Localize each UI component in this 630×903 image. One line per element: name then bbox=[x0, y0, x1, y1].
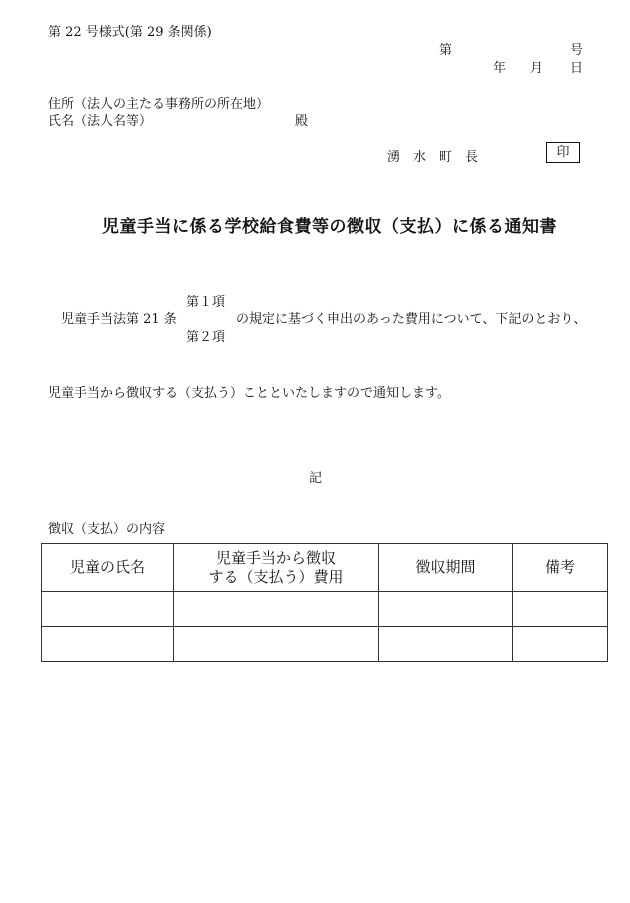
cell-cost bbox=[174, 627, 379, 662]
ki-label: 記 bbox=[309, 471, 323, 486]
header-cost-line-2: する（支払う）費用 bbox=[208, 567, 344, 586]
doc-number-suffix: 号 bbox=[570, 43, 584, 58]
cell-remarks bbox=[513, 592, 608, 627]
clause-2: 第２項 bbox=[186, 330, 226, 345]
body-line-2: 児童手当から徴収する（支払う）ことといたしますので通知します。 bbox=[48, 386, 450, 401]
cell-cost bbox=[174, 592, 379, 627]
form-number: 第 22 号様式(第 29 条関係) bbox=[48, 25, 212, 40]
name-label: 氏名（法人名等） bbox=[48, 114, 153, 129]
header-cost-line-1: 児童手当から徴収 bbox=[215, 548, 336, 567]
cell-period bbox=[379, 627, 513, 662]
header-period: 徴収期間 bbox=[379, 544, 513, 592]
date-year-label: 年 bbox=[493, 61, 507, 76]
header-remarks: 備考 bbox=[513, 544, 608, 592]
cell-child-name bbox=[42, 592, 174, 627]
header-cost bbox=[174, 544, 379, 592]
seal-box: 印 bbox=[546, 142, 580, 163]
doc-number-prefix: 第 bbox=[439, 43, 453, 58]
date-month-label: 月 bbox=[530, 61, 544, 76]
document-title: 児童手当に係る学校給食費等の徴収（支払）に係る通知書 bbox=[102, 217, 557, 237]
table-row bbox=[42, 627, 608, 662]
cell-period bbox=[379, 592, 513, 627]
cell-remarks bbox=[513, 627, 608, 662]
content-table bbox=[41, 543, 608, 662]
section-label: 徴収（支払）の内容 bbox=[48, 522, 166, 537]
honorific: 殿 bbox=[295, 114, 309, 129]
body-line-1: の規定に基づく申出のあった費用について、下記のとおり、 bbox=[236, 312, 587, 327]
law-reference: 児童手当法第 21 条 bbox=[61, 312, 177, 327]
issuer-title: 湧 水 町 長 bbox=[387, 150, 479, 165]
cell-child-name bbox=[42, 627, 174, 662]
table-header-row bbox=[42, 544, 608, 592]
address-label: 住所（法人の主たる事務所の所在地） bbox=[48, 97, 270, 112]
table-row bbox=[42, 592, 608, 627]
clause-1: 第１項 bbox=[186, 295, 226, 310]
date-day-label: 日 bbox=[570, 61, 584, 76]
header-child-name: 児童の氏名 bbox=[42, 544, 174, 592]
